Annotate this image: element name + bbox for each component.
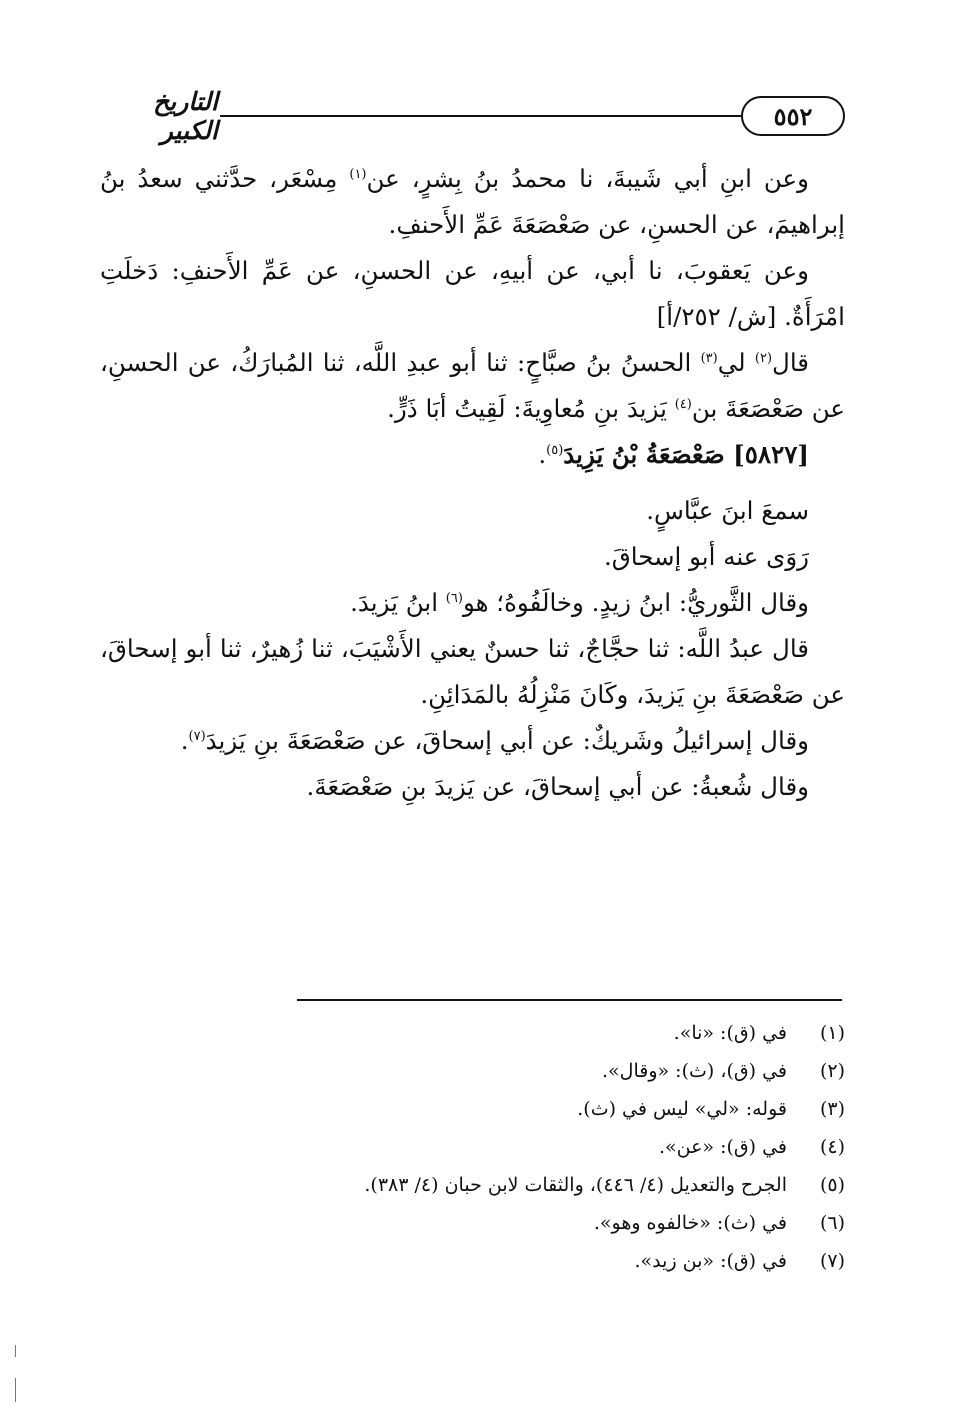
footnote (100, 1136, 845, 1174)
footnote-text: في (ق): «عن». (658, 1136, 787, 1158)
entry-line: [٥٨٢٧] صَعْصَعَةُ بْنُ يَزِيدَ$^{(٥)}$. (538, 440, 809, 469)
footnote (100, 1250, 845, 1288)
paragraph: رَوَى عنه أبو إسحاقَ. (603, 542, 809, 571)
footnote-ref: (٢) (754, 350, 773, 366)
book-title: التاريخ الكبير (153, 87, 218, 145)
page-header (100, 87, 845, 145)
paragraph: قال عبدُ اللَّه: ثنا حجَّاجٌ، ثنا حسنٌ يعني الأَشْيَبَ، ثنا زُهيرٌ، ثنا أبو إسحاقَ، عن صَعْصَعَةَ بنِ يَزيدَ، وكَانَ مَنْزِلُهُ بالمَدَائِنِ. (100, 634, 845, 709)
margin-mark (15, 1378, 16, 1402)
main-text (100, 156, 845, 810)
footnote-text: في (ق)، (ث): «وقال». (602, 1060, 787, 1082)
footnote-ref: (٦) (445, 590, 463, 606)
footnote-text: في (ث): «خالفوه وهو». (593, 1212, 787, 1234)
footnotes (100, 1022, 845, 1288)
footnote-number: (٤) (819, 1136, 845, 1158)
paragraph: قال$^{(٢)}$ لي$^{(٣)}$ الحسنُ بنُ صبَّاحٍ: ثنا أبو عبدِ اللَّه، ثنا المُبارَكُ، عن الحسنِ، عن صَعْصَعَةَ بن$^{(٤)}$ يَزيدَ بنِ مُعاوِيةَ: لَقِيتُ أبَا ذَرٍّ. (100, 348, 845, 423)
footnote-text: الجرح والتعديل (٤/ ٤٤٦)، والثقات لابن حبان (٤/ ٣٨٣). (364, 1174, 787, 1196)
paragraph: وقال شُعبةُ: عن أبي إسحاقَ، عن يَزيدَ بنِ صَعْصَعَةَ. (306, 772, 809, 801)
page-number: ٥٥٢ (741, 96, 845, 136)
header-rule (220, 115, 741, 117)
footnote (100, 1098, 845, 1136)
paragraph: وعن ابنِ أبي شَيبةَ، نا محمدُ بنُ بِشرٍ، عن$^{(١)}$ مِسْعَر، حدَّثني سعدُ بنُ إبراهيمَ، عن الحسنِ، عن صَعْصَعَةَ عَمِّ الأَحنفِ. (100, 164, 845, 239)
footnote-separator (297, 999, 842, 1001)
footnote-number: (٦) (819, 1212, 845, 1234)
footnote-ref: (١) (349, 166, 367, 182)
footnote-ref: (٥) (546, 442, 564, 458)
paragraph: وقال إسرائيلُ وشَريكٌ: عن أبي إسحاقَ، عن صَعْصَعَةَ بنِ يَزيدَ$^{(٧)}$. (180, 726, 809, 755)
footnote-text: قوله: «لي» ليس في (ث). (577, 1098, 787, 1120)
footnote (100, 1174, 845, 1212)
footnote-ref: (٧) (188, 728, 206, 744)
footnote-number: (٥) (819, 1174, 845, 1196)
footnote-number: (٧) (819, 1250, 845, 1272)
footnote-ref: (٣) (700, 350, 718, 366)
footnote-text: في (ق): «نا». (673, 1022, 787, 1044)
footnote-ref: (٤) (674, 396, 692, 412)
footnote-number: (١) (819, 1022, 845, 1044)
footnote-text: في (ق): «بن زيد». (634, 1250, 787, 1272)
margin-mark (15, 1345, 16, 1357)
paragraph: وقال الثَّوريُّ: ابنُ زيدٍ. وخالَفُوهُ؛ هو$^{(٦)}$ ابنُ يَزيدَ. (350, 588, 809, 617)
footnote (100, 1060, 845, 1098)
paragraph: وعن يَعقوبَ، نا أبي، عن أبيهِ، عن الحسنِ، عن عَمِّ الأَحنفِ: دَخلَتِ امْرَأَةٌ. [ش/ ٢٥٢/أ] (100, 256, 845, 331)
footnote (100, 1022, 845, 1060)
footnote-number: (٣) (819, 1098, 845, 1120)
paragraph: سمعَ ابنَ عبَّاسٍ. (646, 496, 809, 525)
footnote (100, 1212, 845, 1250)
footnote-number: (٢) (819, 1060, 845, 1082)
entry-heading: [٥٨٢٧] صَعْصَعَةُ بْنُ يَزِيدَ (563, 440, 809, 469)
